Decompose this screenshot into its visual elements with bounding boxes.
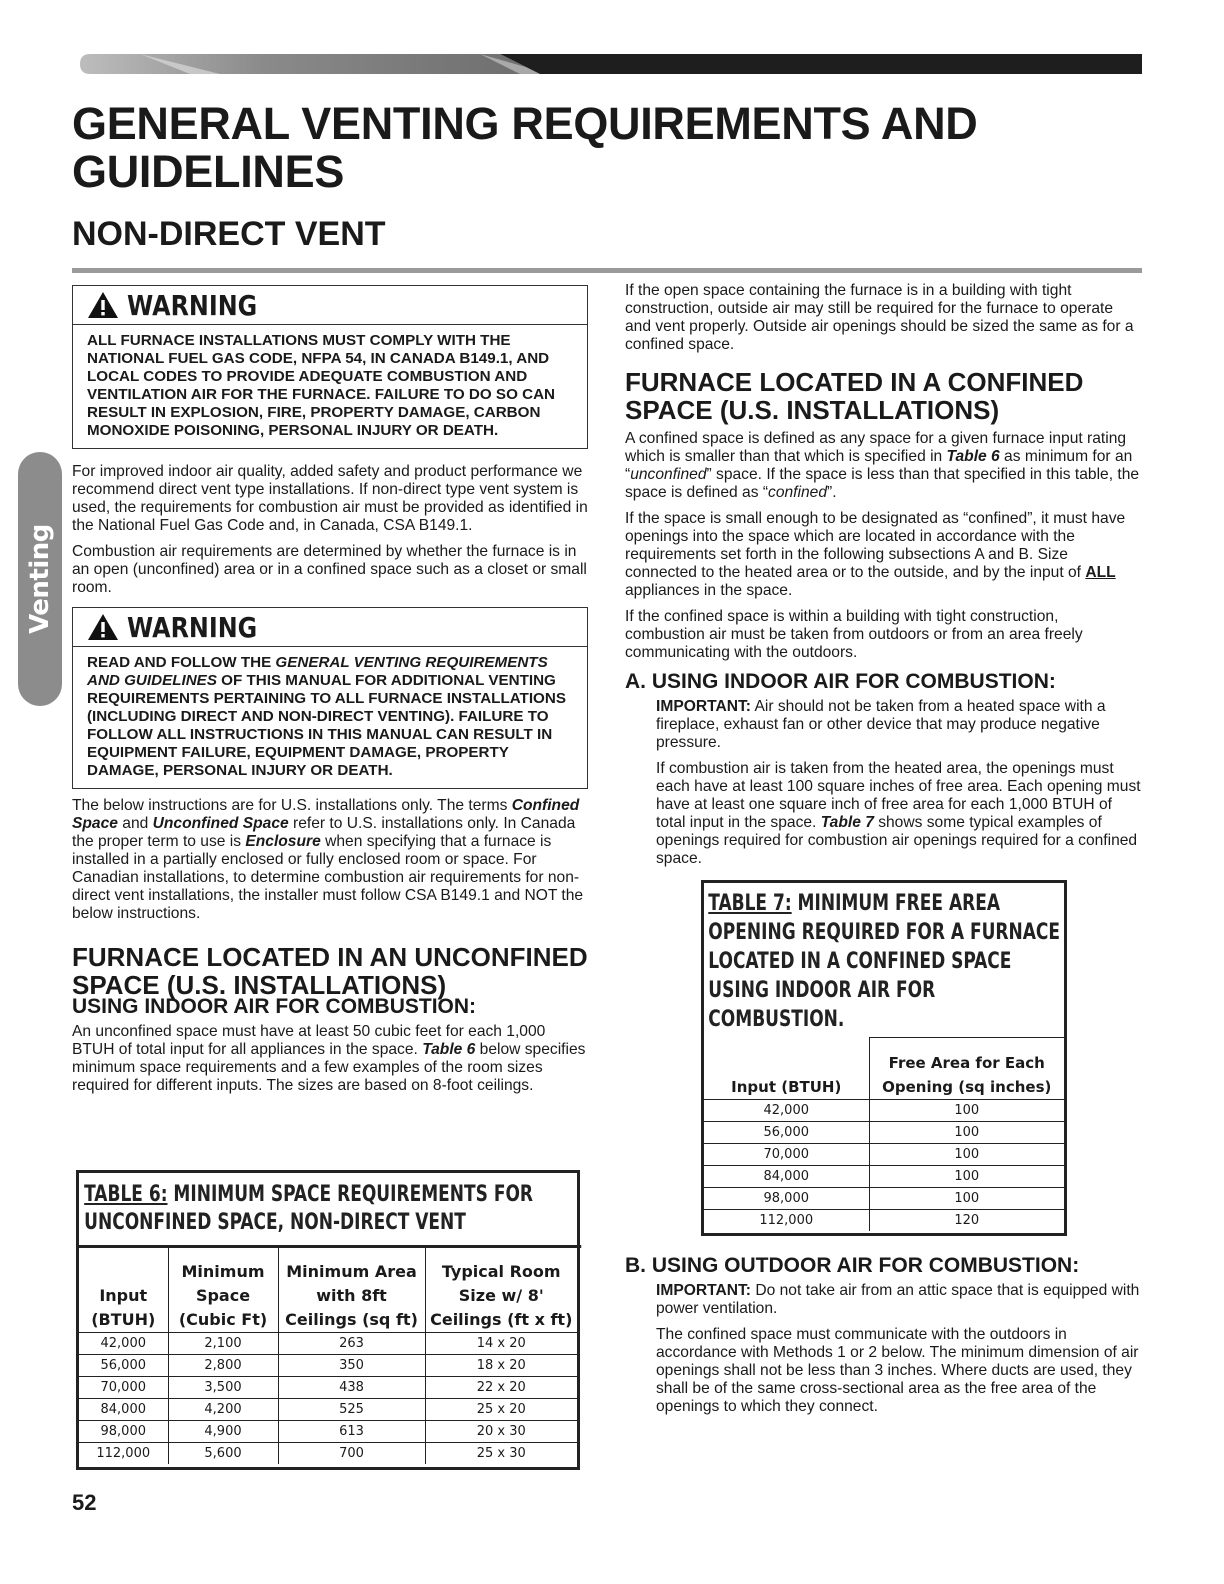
column-header: Input (BTUH) [91,1285,156,1329]
warning-header [73,608,587,647]
paragraph-combustion-air: Combustion air requirements are determined by whether the furnace is in an open (unconfined) area or in a confined space such as a closet or small room. [72,543,587,596]
warning-text: READ AND FOLLOW THE GENERAL VENTING REQUIREMENTS AND GUIDELINES OF THIS MANUAL FOR ADDITIONAL VENTING REQUIREMENTS PERTAINING TO ALL FURNACE INSTALLATIONS (INCLUDING DIRECT AND NON-DIRECT VENTING). FAILURE TO FOLLOW ALL INSTRUCTIONS IN THIS MANUAL CAN RESULT IN EQUIPMENT FAILURE, EQUIPMENT DAMAGE, PROPERTY DAMAGE, PERSONAL INJURY OR DEATH. [87,654,566,779]
warning-text: ALL FURNACE INSTALLATIONS MUST COMPLY WITH THE NATIONAL FUEL GAS CODE, NFPA 54, IN CANADA B149.1, AND LOCAL CODES TO PROVIDE ADEQUATE COMBUSTION AND VENTILATION AIR FOR THE FURNACE. FAILURE TO DO SO CAN RESULT IN EXPLOSION, FIRE, PROPERTY DAMAGE, CARBON MONOXIDE POISONING, PERSONAL INJURY OR DEATH. [87,332,555,439]
table-row: 70,000 3,500 438 22 x 20 [79,1376,577,1398]
table-6 [76,1170,580,1470]
table-row: 42,000 2,100 263 14 x 20 [79,1332,577,1354]
paragraph-openings-size: If combustion air is taken from the heated area, the openings must each have at least 100 square inches of free area. Each opening must have at least one square inch of free area for each 1,000 BTUH of total input in the space. Table 7 shows some typical examples of openings required for combustion air openings required for a confined space. [656,760,1141,867]
table-6-grid [79,1248,577,1464]
table-row: 56,000 2,800 350 18 x 20 [79,1354,577,1376]
column-header: Typical Room Size w/ 8' Ceilings (ft x ft) [425,1248,577,1332]
paragraph-confined-definition: A confined space is defined as any space for a given furnace input rating which is smaller than that which is specified in Table 6 as minimum for an “unconfined” space. If the space is less than that specified in this table, the space is defined as “confined”. [625,430,1140,501]
right-column [625,282,1141,876]
paragraph-outdoor-methods: The confined space must communicate with the outdoors in accordance with Methods 1 or 2 below. The minimum dimension of air openings shall not be less than 3 inches. Where ducts are used, they shall be of the same cross-sectional area as the free area of the openings to which they connect. [656,1326,1139,1415]
header-divider [72,268,1142,273]
left-column [72,285,588,1103]
section-b-body [625,1282,1141,1416]
table-row: 42,000 100 [704,1100,1064,1122]
paragraph-indoor-air-quality: For improved indoor air quality, added safety and product performance we recommend direct vent type installations. If non-direct type vent system is used, the requirements for combustion air must be provided as identified in the National Fuel Gas Code and, in Canada, CSA B149.1. [72,463,588,534]
warning-box-1 [72,285,588,449]
subheading-indoor-air: USING INDOOR AIR FOR COMBUSTION: [72,995,477,1018]
paragraph-tight-construction: If the open space containing the furnace is in a building with tight construction, outside air may still be required for the furnace to operate and vent properly. Outside air openings should be sized the same as for a confined space. [625,282,1134,353]
table-row: 98,000 4,900 613 20 x 30 [79,1420,577,1442]
outdoor-air-section [625,1254,1141,1424]
column-header: Minimum Space (Cubic Ft) [168,1248,278,1332]
column-header: Minimum Area with 8ft Ceilings (sq ft) [278,1248,425,1332]
table-6-caption: TABLE 6: MINIMUM SPACE REQUIREMENTS FOR UNCONFINED SPACE, NON-DIRECT VENT [79,1173,581,1248]
table-row: 112,000 120 [704,1210,1064,1232]
page-title: GENERAL VENTING REQUIREMENTS AND GUIDELINES [72,98,978,197]
column-header: Free Area for Each Opening (sq inches) [869,1038,1064,1100]
table-7-grid [704,1037,1064,1231]
paragraph-important-indoor: IMPORTANT: Air should not be taken from a heated space with a fireplace, exhaust fan or other device that may produce negative pressure. [656,698,1106,751]
warning-heading: WARNING [127,288,258,322]
paragraph-outdoors: If the confined space is within a building with tight construction, combustion air must be taken from outdoors or from an area freely communicating with the outdoors. [625,608,1083,661]
table-row: 70,000 100 [704,1144,1064,1166]
section-a-body [625,698,1141,868]
page-number: 52 [72,1490,97,1515]
warning-box-2 [72,607,588,789]
warning-reference: GENERAL VENTING REQUIREMENTS AND GUIDELINES [87,654,548,689]
table-row: 84,000 100 [704,1166,1064,1188]
heading-unconfined-space: FURNACE LOCATED IN AN UNCONFINED SPACE (U.S. INSTALLATIONS) [72,942,588,1000]
table-row: 56,000 100 [704,1122,1064,1144]
warning-heading: WARNING [127,610,258,644]
warning-triangle-icon [87,613,119,641]
side-tab-label: Venting [25,524,55,634]
section-side-tab [18,452,62,706]
table-7-caption: TABLE 7: MINIMUM FREE AREA OPENING REQUIRED FOR A FURNACE LOCATED IN A CONFINED SPACE USING INDOOR AIR FOR COMBUSTION. [708,891,1061,1032]
heading-outdoor-air: B. USING OUTDOOR AIR FOR COMBUSTION: [625,1254,1080,1277]
column-header: Input (BTUH) [731,1078,842,1096]
warning-triangle-icon [87,291,119,319]
heading-indoor-air: A. USING INDOOR AIR FOR COMBUSTION: [625,670,1056,693]
paragraph-openings: If the space is small enough to be designated as “confined”, it must have openings into the space which are located in accordance with the requirements set forth in the following subsections A and B. Size connected to the heated area or to the outside, and by the input of ALL appliances in the space. [625,510,1126,599]
table-row: 98,000 100 [704,1188,1064,1210]
header-decorative-bar [80,54,1142,74]
table-7 [701,880,1067,1236]
heading-confined-space: FURNACE LOCATED IN A CONFINED SPACE (U.S. INSTALLATIONS) [625,367,1084,425]
paragraph-important-outdoor: IMPORTANT: Do not take air from an attic space that is equipped with power ventilation. [656,1282,1140,1317]
warning-header [73,286,587,325]
table-row: 112,000 5,600 700 25 x 30 [79,1442,577,1464]
table-row: 84,000 4,200 525 25 x 20 [79,1398,577,1420]
page-subtitle: NON-DIRECT VENT [72,215,386,253]
paragraph-unconfined-definition: An unconfined space must have at least 50 cubic feet for each 1,000 BTUH of total input for all appliances in the space. Table 6 below specifies minimum space requirements and a few examples of the room sizes required for different inputs. The sizes are based on 8-foot ceilings. [72,1023,586,1094]
paragraph-us-only: The below instructions are for U.S. installations only. The terms Confined Space and Unconfined Space refer to U.S. installations only. In Canada the proper term to use is Enclosure when specifying that a furnace is installed in a partially enclosed or fully enclosed room or space. For Canadian installations, to determine combustion air requirements for non-direct vent installations, the installer must follow CSA B149.1 and NOT the below instructions. [72,797,584,922]
